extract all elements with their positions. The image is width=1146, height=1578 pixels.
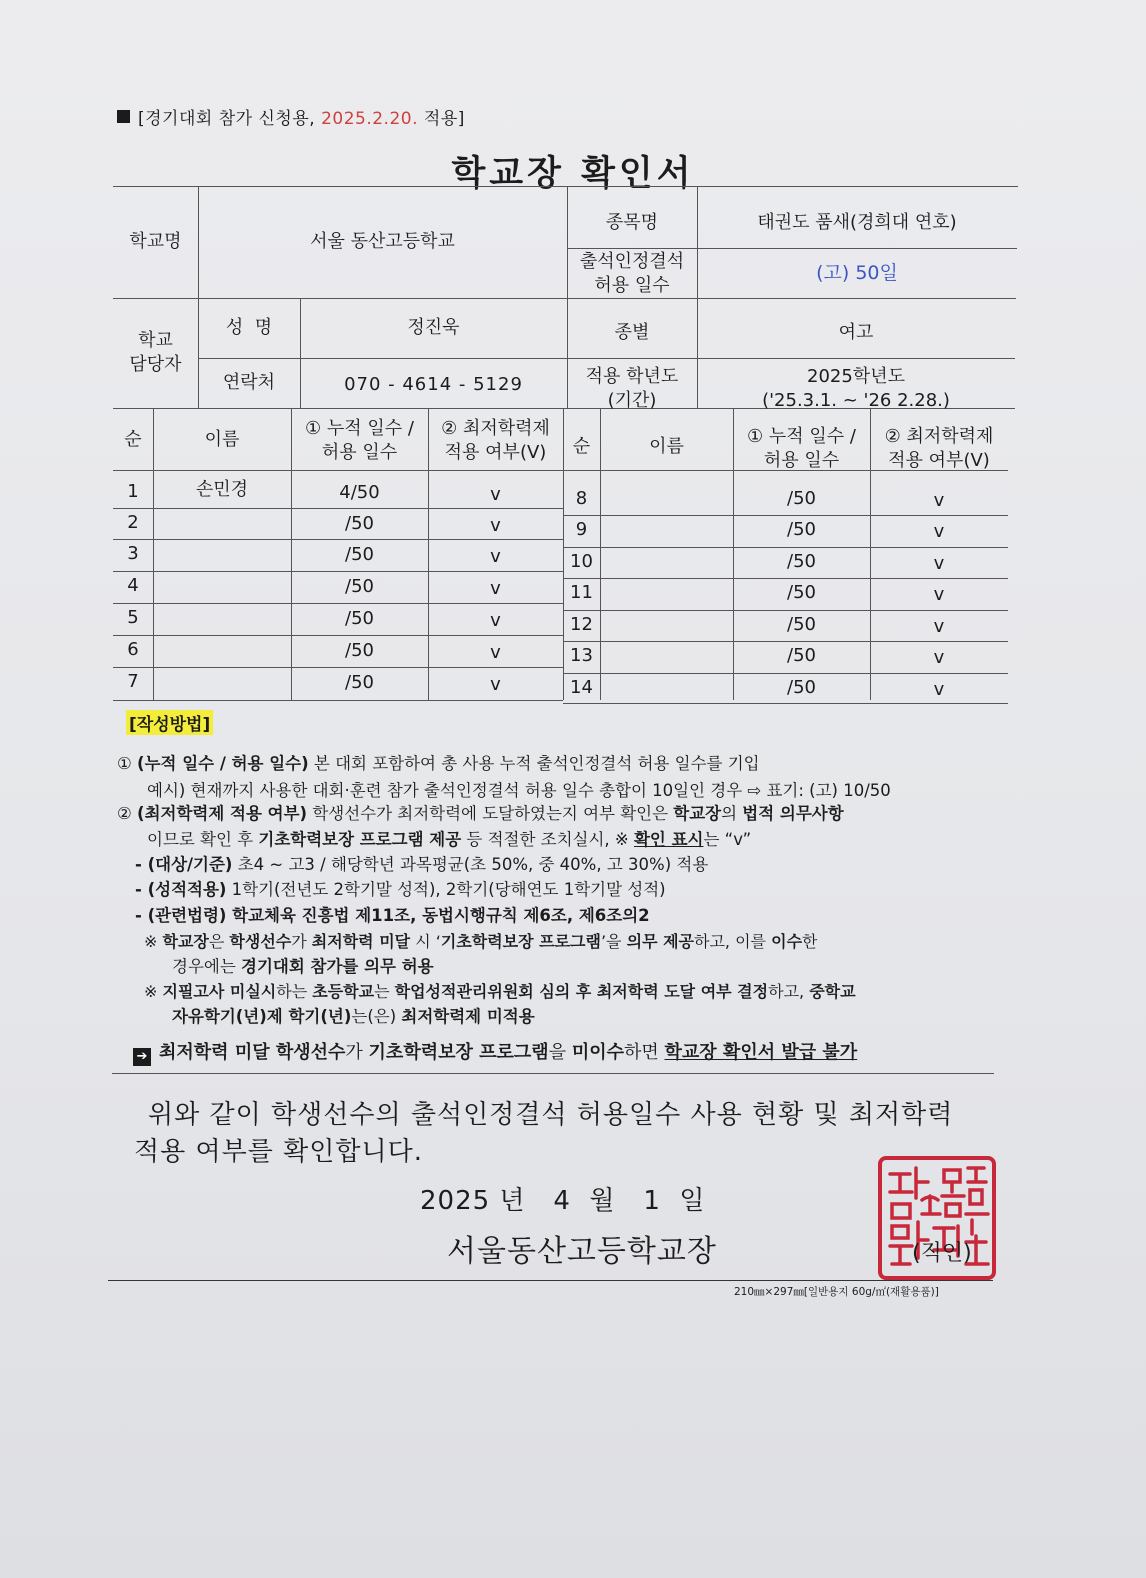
row-number: 11	[570, 581, 593, 603]
row-check: v	[933, 678, 945, 700]
row-check: v	[933, 520, 945, 542]
year-value	[697, 362, 1015, 416]
type-label: 종별	[614, 321, 650, 343]
row-name: 손민경	[195, 478, 249, 500]
guide-bold: 학생선수	[229, 932, 292, 951]
row-name	[600, 579, 733, 607]
row-name	[600, 611, 733, 639]
guide-line-7	[135, 902, 650, 926]
row-check: v	[490, 514, 501, 536]
row-days: /50	[345, 639, 374, 661]
divider	[108, 1280, 993, 1281]
guide-line-2: 예시) 현재까지 사용한 대회·훈련 참가 출석인정결석 허용 일수 총합이 10일인 경우 ⇨ 표기: (고) 10/50	[147, 781, 891, 800]
contact-label: 연락처	[222, 371, 276, 393]
row-rule	[563, 703, 1008, 704]
row-number: 8	[575, 487, 588, 509]
row-rule	[113, 700, 563, 701]
seal-label: (직인)	[912, 1241, 972, 1266]
guide-bold: 법적 의무사항	[742, 804, 844, 823]
guide-num-1: ①	[117, 754, 132, 773]
document-title: 학교장 확인서	[451, 154, 695, 194]
guide-num-2: ②	[117, 804, 132, 823]
notice-text: 을	[548, 1042, 572, 1063]
guide-text: 가	[291, 932, 312, 951]
guide-bold: 의무 제공	[626, 932, 695, 951]
name-label: 성 명	[225, 316, 273, 338]
school-label: 학교명	[129, 231, 182, 253]
row-name	[153, 570, 291, 598]
row-number: 10	[570, 550, 593, 572]
school-value: 서울 동산고등학교	[310, 231, 455, 253]
guide-text: 본 대회 포함하여 총 사용 누적 출석인정결석 허용 일수를 기입	[308, 754, 760, 773]
header-suffix: 적용]	[423, 109, 465, 129]
guide-text: 이므로 확인 후	[147, 830, 259, 849]
name-value: 정진욱	[407, 316, 460, 338]
guide-text: 학생선수가 최저학력에 도달하였는지 여부 확인은	[307, 804, 674, 823]
col-days-right	[733, 416, 870, 482]
year-label-line1: 적용 학년도	[585, 365, 679, 387]
guide-line-3	[117, 800, 844, 824]
row-check: v	[933, 615, 945, 637]
notice-bold: 미이수	[571, 1042, 624, 1063]
confirm-line-1: 위와 같이 학생선수의 출석인정결석 허용일수 사용 현황 및 최저학력	[148, 1100, 954, 1130]
guide-text: 는(은)	[351, 1007, 402, 1026]
row-days: /50	[787, 487, 816, 509]
row-name	[600, 674, 733, 702]
row-number: 4	[127, 574, 139, 596]
row-number: 6	[127, 638, 139, 660]
guide-bold: 자유학기(년)제 학기(년)	[172, 1007, 352, 1026]
row-days: /50	[787, 613, 816, 635]
guide-text: 경우에는	[172, 957, 242, 976]
col-days-left	[291, 410, 428, 472]
row-name	[153, 538, 291, 566]
guide-bold: - (관련법령) 학교체육 진흥법 제11조, 동법시행규칙 제6조, 제6조의2	[135, 906, 650, 925]
guide-line-11	[172, 1003, 535, 1027]
guide-text: ’을	[600, 932, 627, 951]
guide-text: 등 적절한 조치실시, ※	[461, 830, 634, 849]
guide-text: 시 ‘	[410, 932, 441, 951]
col-min-line2: 적용 여부(V)	[444, 442, 547, 463]
col-days-line1: ① 누적 일수 /	[305, 417, 414, 439]
absence-label	[567, 250, 697, 298]
guide-bold: 기초학력보장 프로그램 제공	[258, 830, 462, 849]
guide-text: 하는	[276, 982, 313, 1001]
absence-value: (고) 50일	[816, 262, 898, 285]
guide-text: 하고, 이를	[694, 932, 772, 951]
row-days: /50	[345, 575, 374, 597]
guide-bold: - (성적적용)	[135, 880, 227, 899]
header-prefix: [경기대회 참가 신청용,	[138, 109, 316, 129]
col-no-right: 순	[572, 435, 591, 457]
row-days: /50	[787, 550, 816, 572]
absence-label-line1: 출석인정결석	[579, 250, 685, 272]
row-number: 5	[127, 606, 139, 628]
row-name	[600, 548, 733, 576]
guide-line-6	[135, 876, 666, 900]
row-name	[600, 642, 733, 670]
guide-text: 1학기(전년도 2학기말 성적), 2학기(당해연도 1학기말 성적)	[226, 880, 666, 899]
row-number: 12	[570, 613, 593, 635]
manager-label-line1: 학교	[138, 329, 173, 351]
guide-line-8	[144, 929, 818, 952]
guide-text: 는	[374, 982, 395, 1001]
guide-bold: 중학교	[809, 982, 856, 1001]
confirm-date: 2025 년 4 월 1 일	[420, 1186, 706, 1216]
row-number: 7	[127, 670, 139, 692]
event-value: 태권도 품새(경희대 연호)	[757, 212, 957, 234]
notice-text: 하면	[624, 1042, 665, 1063]
guide-bold: (최저학력제 적용 여부)	[137, 804, 308, 823]
guide-line-9	[172, 953, 434, 977]
guide-line-1	[117, 750, 760, 774]
row-check: v	[490, 673, 501, 695]
year-label	[567, 362, 697, 416]
arrow-box-icon: ➔	[133, 1048, 151, 1066]
guide-text: 은	[208, 932, 230, 951]
row-days: /50	[345, 607, 374, 629]
row-name	[600, 485, 733, 513]
col-no-left: 순	[124, 428, 142, 450]
year-value-line1: 2025학년도	[807, 365, 905, 387]
row-name	[153, 634, 291, 662]
paper-info: 210㎜×297㎜[일반용지 60g/㎡(재활용품)]	[734, 1286, 939, 1298]
guide-bold: 초등학교	[312, 982, 375, 1001]
row-check: v	[490, 577, 501, 599]
col-name-right: 이름	[649, 435, 684, 457]
col-name-left: 이름	[204, 428, 240, 450]
row-check: v	[490, 545, 501, 567]
col-days-line2: 허용 일수	[763, 450, 840, 471]
square-bullet-icon	[117, 110, 130, 123]
row-name	[153, 602, 291, 630]
row-number: 1	[127, 480, 139, 502]
row-number: 3	[127, 542, 139, 564]
notice-text: 가	[345, 1042, 369, 1063]
row-number: 13	[570, 644, 593, 666]
col-days-line1: ① 누적 일수 /	[747, 425, 856, 447]
row-days: /50	[787, 518, 816, 540]
row-days: /50	[345, 671, 374, 693]
row-check: v	[490, 483, 501, 505]
row-days: /50	[787, 644, 816, 666]
row-check: v	[933, 646, 945, 668]
guide-text: 는 “v”	[703, 830, 752, 849]
guide-bold: 이수	[771, 932, 803, 951]
guide-bold: - (대상/기준)	[135, 855, 233, 874]
guide-bold-underline: 확인 표시	[633, 830, 704, 849]
row-days: /50	[345, 543, 374, 565]
row-name	[153, 666, 291, 694]
col-min-left	[428, 410, 563, 472]
guide-title: [작성방법]	[126, 710, 213, 735]
guide-text: ※	[144, 982, 163, 1001]
event-label: 종목명	[605, 212, 659, 234]
manager-label	[113, 298, 198, 408]
row-name	[153, 507, 291, 535]
guide-bold: 학업성적관리위원회 심의 후 최저학력 도달 여부 결정	[394, 982, 769, 1001]
guide-bold: 학교장	[162, 932, 209, 951]
final-notice	[133, 1038, 857, 1066]
notice-bold: 기초학력보장 프로그램	[368, 1042, 549, 1063]
col-min-line1: ② 최저학력제	[441, 417, 550, 439]
col-min-line2: 적용 여부(V)	[888, 450, 990, 471]
year-value-line2: ('25.3.1. ~ '26 2.28.)	[762, 390, 950, 411]
row-name	[600, 516, 733, 544]
row-number: 9	[575, 518, 588, 540]
divider	[112, 1073, 994, 1074]
row-days: /50	[787, 676, 816, 698]
guide-bold: 지필고사 미실시	[162, 982, 277, 1001]
year-label-line2: (기간)	[607, 390, 657, 411]
confirm-line-2: 적용 여부를 확인합니다.	[134, 1137, 423, 1167]
row-days: /50	[345, 512, 374, 534]
guide-text: 초4 ~ 고3 / 해당학년 과목평균(초 50%, 중 40%, 고 30%) 적용	[232, 855, 709, 874]
header-note	[117, 104, 465, 129]
col-min-line1: ② 최저학력제	[884, 425, 994, 447]
guide-line-4	[147, 826, 751, 850]
row-number: 14	[570, 676, 593, 698]
col-days-line2: 허용 일수	[321, 442, 398, 463]
guide-bold: 학교장	[673, 804, 722, 823]
guide-line-10	[144, 979, 856, 1002]
guide-bold: (누적 일수 / 허용 일수)	[137, 754, 309, 773]
guide-bold: 최저학력제 미적용	[401, 1007, 535, 1026]
guide-text: 하고,	[768, 982, 810, 1001]
header-date: 2025.2.20.	[321, 109, 418, 129]
absence-label-line2: 허용 일수	[594, 275, 670, 296]
guide-bold: 기초학력보장 프로그램	[440, 932, 601, 951]
row-check: v	[490, 609, 501, 631]
row-days: 4/50	[339, 481, 380, 503]
row-days: /50	[787, 581, 816, 603]
manager-label-line2: 담당자	[129, 354, 182, 375]
notice-bold: 최저학력 미달 학생선수	[159, 1042, 346, 1063]
type-value: 여고	[838, 321, 874, 343]
row-number: 2	[127, 511, 139, 533]
row-check: v	[933, 489, 945, 511]
notice-underline: 학교장 확인서 발급 불가	[664, 1042, 858, 1063]
contact-value: 070 - 4614 - 5129	[344, 374, 523, 396]
guide-bold: 경기대회 참가를 의무 허용	[241, 957, 434, 976]
guide-text: 의	[721, 804, 743, 823]
row-check: v	[933, 552, 945, 574]
principal-name: 서울동산고등학교장	[447, 1234, 717, 1269]
col-min-right	[870, 416, 1008, 482]
guide-bold: 최저학력 미달	[311, 932, 411, 951]
guide-text: 한	[802, 932, 818, 951]
row-check: v	[490, 641, 501, 663]
guide-text: ※	[144, 932, 163, 951]
guide-line-5	[135, 851, 708, 875]
row-check: v	[933, 583, 945, 605]
